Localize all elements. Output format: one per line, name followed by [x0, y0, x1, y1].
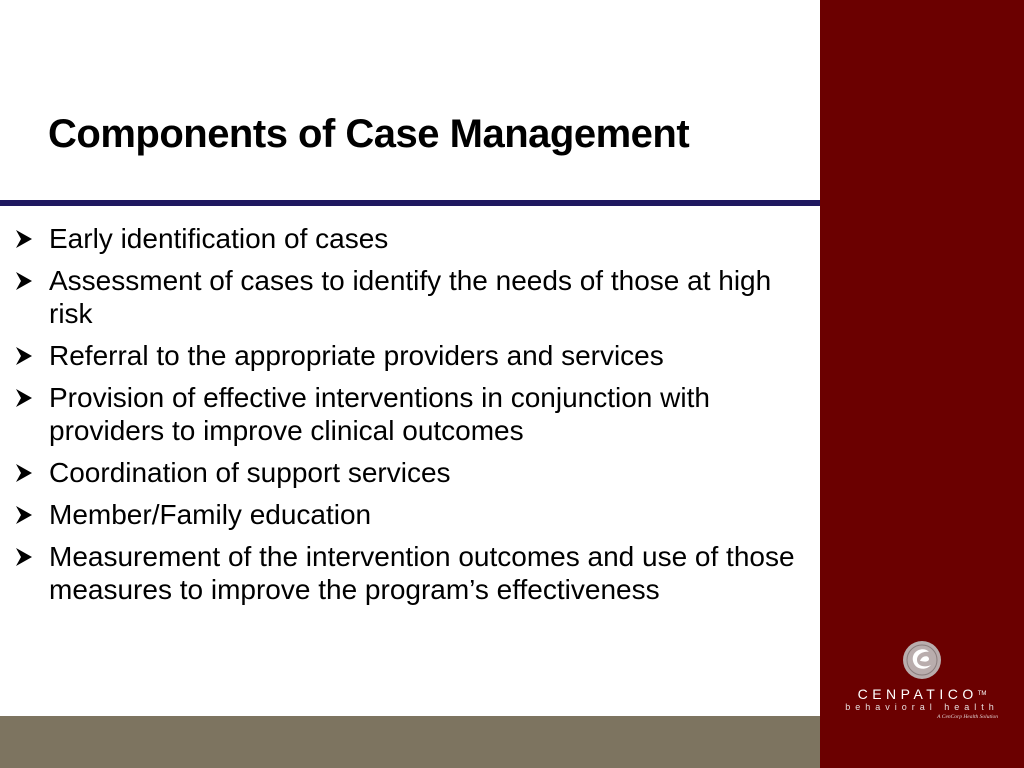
slide-title: Components of Case Management	[48, 112, 690, 156]
cenpatico-logo	[840, 640, 1004, 722]
bottom-band	[0, 716, 820, 768]
logo-trademark: TM	[977, 691, 987, 697]
bullet-item	[12, 339, 802, 372]
bullet-text: Coordination of support services	[49, 457, 451, 488]
arrowhead-bullet-icon	[14, 505, 34, 525]
bullet-list	[12, 222, 802, 615]
logo-tagline: A CenCorp Health Solution	[937, 714, 998, 720]
cenpatico-c-logo-icon	[902, 640, 942, 680]
bullet-text: Early identification of cases	[49, 223, 389, 254]
bullet-text: Member/Family education	[49, 499, 372, 530]
bullet-item	[12, 498, 802, 531]
bullet-item	[12, 540, 802, 606]
bullet-text: Measurement of the intervention outcomes and use of those measures to improve the program’s effectiveness	[49, 541, 795, 605]
bullet-item	[12, 381, 802, 447]
bullet-item	[12, 264, 802, 330]
bullet-text: Provision of effective interventions in conjunction with providers to improve clinical outcomes	[49, 382, 710, 446]
bullet-text: Referral to the appropriate providers and services	[49, 340, 664, 371]
logo-subtitle: behavioral health	[845, 702, 999, 712]
bullet-item	[12, 456, 802, 489]
arrowhead-bullet-icon	[14, 547, 34, 567]
arrowhead-bullet-icon	[14, 388, 34, 408]
arrowhead-bullet-icon	[14, 463, 34, 483]
arrowhead-bullet-icon	[14, 271, 34, 291]
logo-name: CENPATICO	[857, 686, 978, 702]
bullet-text: Assessment of cases to identify the needs of those at high risk	[49, 265, 772, 329]
title-divider	[0, 200, 820, 206]
arrowhead-bullet-icon	[14, 229, 34, 249]
bullet-item	[12, 222, 802, 255]
arrowhead-bullet-icon	[14, 346, 34, 366]
